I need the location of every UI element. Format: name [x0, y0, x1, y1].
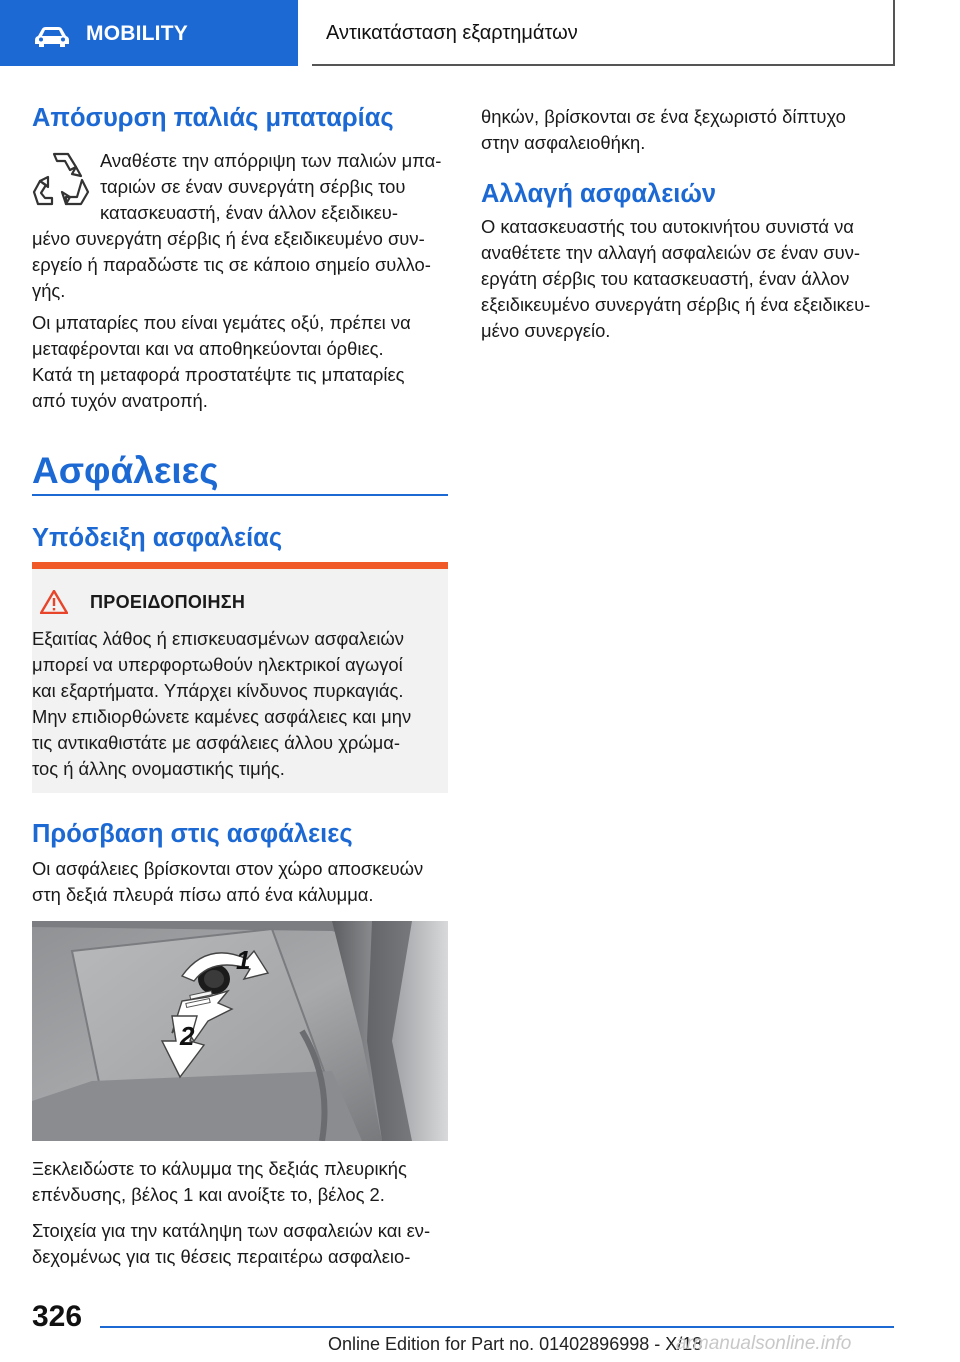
warning-icon: [40, 590, 68, 614]
photo-arrow-1-label: 1: [236, 945, 251, 975]
trunk-fuse-cover-photo: [32, 921, 448, 1141]
safety-heading: Υπόδειξη ασφαλείας: [32, 524, 283, 552]
old-battery-p1-line2: ταριών σε έναν συνεργάτη σέρβις του: [100, 176, 406, 197]
caption1-line1: Ξεκλειδώστε το κάλυμμα της δεξιάς πλευρικής: [32, 1158, 407, 1179]
section-rule: [32, 494, 448, 496]
access-heading: Πρόσβαση στις ασφάλειες: [32, 820, 353, 848]
section-tab[interactable]: [0, 0, 298, 66]
right-cont-line2: στην ασφαλειοθήκη.: [481, 132, 646, 153]
footer-edition: Online Edition for Part no. 01402896998 - X/18: [328, 1334, 703, 1354]
car-icon: [34, 26, 70, 48]
old-battery-p1-line4: μένο συνεργάτη σέρβις ή ένα εξειδικευμένο συν-: [32, 228, 425, 249]
warning-line1: Εξαιτίας λάθος ή επισκευασμένων ασφαλειών: [32, 628, 404, 649]
access-line1: Οι ασφάλειες βρίσκονται στον χώρο αποσκευών: [32, 858, 424, 879]
warning-line6: τος ή άλλης ονομαστικής τιμής.: [32, 758, 285, 779]
right-cont-line1: θηκών, βρίσκονται σε ένα ξεχωριστό δίπτυχο: [481, 106, 846, 127]
old-battery-p2-line1: Οι μπαταρίες που είναι γεμάτες οξύ, πρέπει να: [32, 312, 411, 333]
warning-line5: τις αντικαθιστάτε με ασφάλειες άλλου χρώμα-: [32, 732, 401, 753]
change-line2: αναθέτετε την αλλαγή ασφαλειών σε έναν συν-: [481, 242, 861, 263]
change-line3: εργάτη σέρβις του κατασκευαστή, έναν άλλον: [481, 268, 850, 289]
caption1-line2: επένδυσης, βέλος 1 και ανοίξτε το, βέλος 2.: [32, 1184, 385, 1205]
caption2-line1: Στοιχεία για την κατάληψη των ασφαλειών και εν-: [32, 1220, 431, 1241]
old-battery-p1-line6: γής.: [32, 280, 66, 301]
change-line1: Ο κατασκευαστής του αυτοκινήτου συνιστά να: [481, 216, 854, 237]
old-battery-p1-line3: κατασκευαστή, έναν άλλον εξειδικευ-: [100, 202, 398, 223]
access-line2: στη δεξιά πλευρά πίσω από ένα κάλυμμα.: [32, 884, 374, 905]
section-tab-label: MOBILITY: [86, 22, 188, 45]
change-line4: εξειδικευμένο συνεργάτη σέρβις ή ένα εξειδικευ-: [481, 294, 871, 315]
old-battery-p1-line1: Αναθέστε την απόρριψη των παλιών μπα-: [100, 150, 442, 171]
photo-arrow-2-label: 2: [180, 1021, 195, 1051]
chapter-title: Αντικατάσταση εξαρτημάτων: [326, 22, 578, 44]
recycle-icon: [32, 148, 90, 206]
caption2-line2: δεχομένως για τις θέσεις περαιτέρω ασφαλειο-: [32, 1246, 411, 1267]
warning-line4: Μην επιδιορθώνετε καμένες ασφάλειες και μην: [32, 706, 412, 727]
fuses-title: Ασφάλειες: [32, 450, 219, 491]
chapter-title-box: [312, 0, 895, 66]
warning-label: ΠΡΟΕΙΔΟΠΟΙΗΣΗ: [90, 592, 246, 612]
footer-rule: [100, 1326, 894, 1328]
old-battery-p2-line2: μεταφέρονται και να αποθηκεύονται όρθιες.: [32, 338, 384, 359]
change-fuses-heading: Αλλαγή ασφαλειών: [481, 180, 717, 208]
change-line5: μένο συνεργείο.: [481, 320, 611, 341]
warning-line3: και εξαρτήματα. Υπάρχει κίνδυνος πυρκαγιάς.: [32, 680, 404, 701]
old-battery-p2-line3: Κατά τη μεταφορά προστατέψτε τις μπαταρίες: [32, 364, 405, 385]
footer-watermark[interactable]: armanualsonline.info: [676, 1333, 852, 1354]
old-battery-p2-line4: από τυχόν ανατροπή.: [32, 390, 208, 411]
warning-line2: μπορεί να υπερφορτωθούν ηλεκτρικοί αγωγοί: [32, 654, 403, 675]
old-battery-heading: Απόσυρση παλιάς μπαταρίας: [32, 104, 394, 132]
page-number: 326: [32, 1300, 83, 1333]
old-battery-p1-line5: εργείο ή παραδώστε τις σε κάποιο σημείο συλλο-: [32, 254, 431, 275]
